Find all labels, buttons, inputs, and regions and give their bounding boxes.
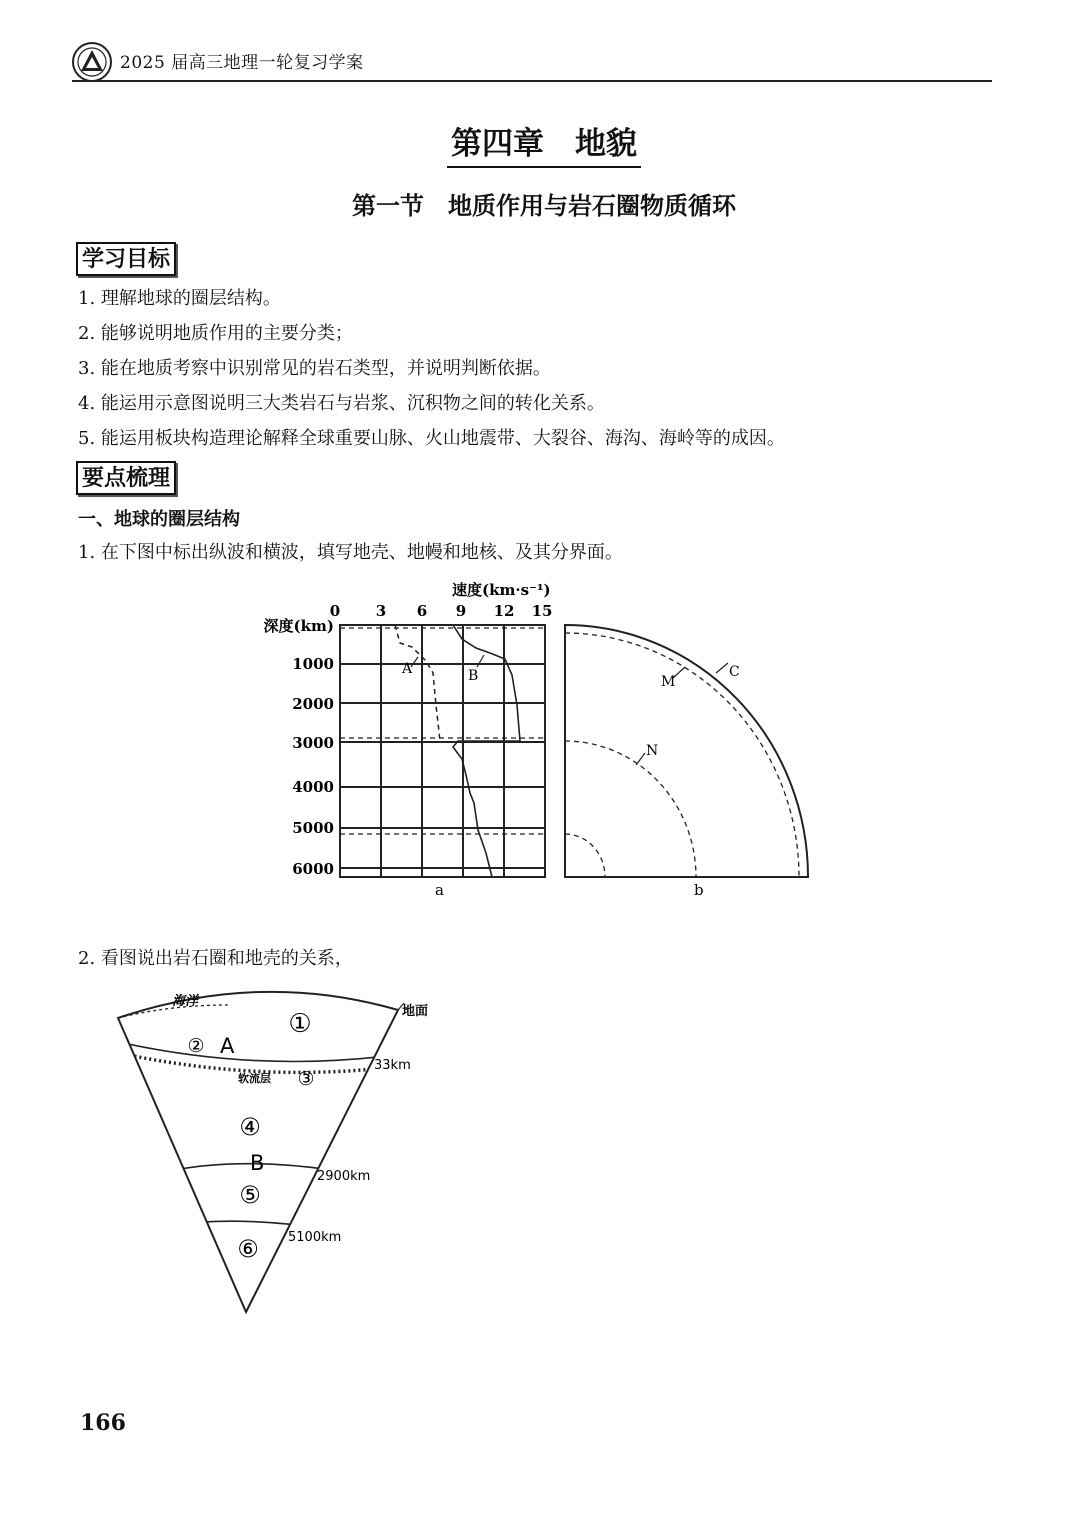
circle-label-m: M [661,674,676,690]
velocity-axis-title: 速度(km·s⁻¹) [452,581,551,599]
x-tick-label: 6 [416,602,428,620]
page-number: 166 [80,1410,126,1436]
question-1: 1. 在下图中标出纵波和横波，填写地壳、地幔和地核、及其分界面。 [78,542,623,563]
subsection-heading: 一、地球的圈层结构 [78,509,240,530]
goal-item: 4. 能运用示意图说明三大类岩石与岩浆、沉积物之间的转化关系。 [78,393,605,414]
earth-layers-wedge-figure [110,985,440,1315]
boundary-a-label: A [220,1034,235,1058]
curve-label-b: B [468,668,479,684]
school-logo-icon [72,42,112,82]
x-tick-label: 12 [493,602,515,620]
learning-goals-heading: 学习目标 [76,242,176,276]
x-tick-label: 0 [329,602,341,620]
layer-6-label: ⑥ [237,1235,259,1263]
goal-item: 2. 能够说明地质作用的主要分类； [78,323,353,344]
y-tick-label: 6000 [292,860,334,878]
panel-b-label: b [694,881,704,899]
depth-label: 33km [374,1058,411,1073]
ocean-label: 海洋 [172,994,199,1009]
layer-2-label: ② [187,1035,205,1057]
ground-label: 地面 [402,1004,429,1019]
asthenosphere-label: 软流层 [238,1072,271,1085]
header-divider [72,80,992,82]
boundary-b-label: B [250,1151,265,1175]
y-tick-label: 4000 [292,778,334,796]
goal-item: 5. 能运用板块构造理论解释全球重要山脉、火山地震带、大裂谷、海沟、海岭等的成因。 [78,428,785,449]
section-title: 第一节 地质作用与岩石圈物质循环 [352,191,736,220]
circle-label-c: C [729,664,740,680]
depth-axis-title: 深度(km) [263,617,334,635]
chapter-title [0,118,1088,163]
curve-label-a: A [402,661,413,677]
layer-4-label: ④ [239,1113,261,1141]
goal-item: 1. 理解地球的圈层结构。 [78,288,281,309]
x-tick-label: 9 [455,602,467,620]
y-tick-label: 3000 [292,734,334,752]
depth-label: 2900km [317,1169,371,1184]
circle-label-n: N [646,743,659,759]
question-2: 2. 看图说出岩石圈和地壳的关系， [78,948,353,969]
seismic-wave-figure [240,575,835,905]
header-title: 2025 届高三地理一轮复习学案 [120,53,364,73]
goal-item: 3. 能在地质考察中识别常见的岩石类型，并说明判断依据。 [78,358,551,379]
depth-label: 5100km [288,1230,342,1245]
y-tick-label: 1000 [292,655,334,673]
y-tick-label: 2000 [292,695,334,713]
layer-3-label: ③ [297,1068,315,1090]
y-tick-label: 5000 [292,819,334,837]
panel-a-label: a [435,881,444,899]
layer-1-label: ① [288,1009,312,1039]
x-tick-label: 15 [531,602,553,620]
key-points-heading: 要点梳理 [76,461,176,495]
x-tick-label: 3 [375,602,387,620]
layer-5-label: ⑤ [239,1181,261,1209]
chapter-title-text: 第四章 地貌 [447,126,641,168]
